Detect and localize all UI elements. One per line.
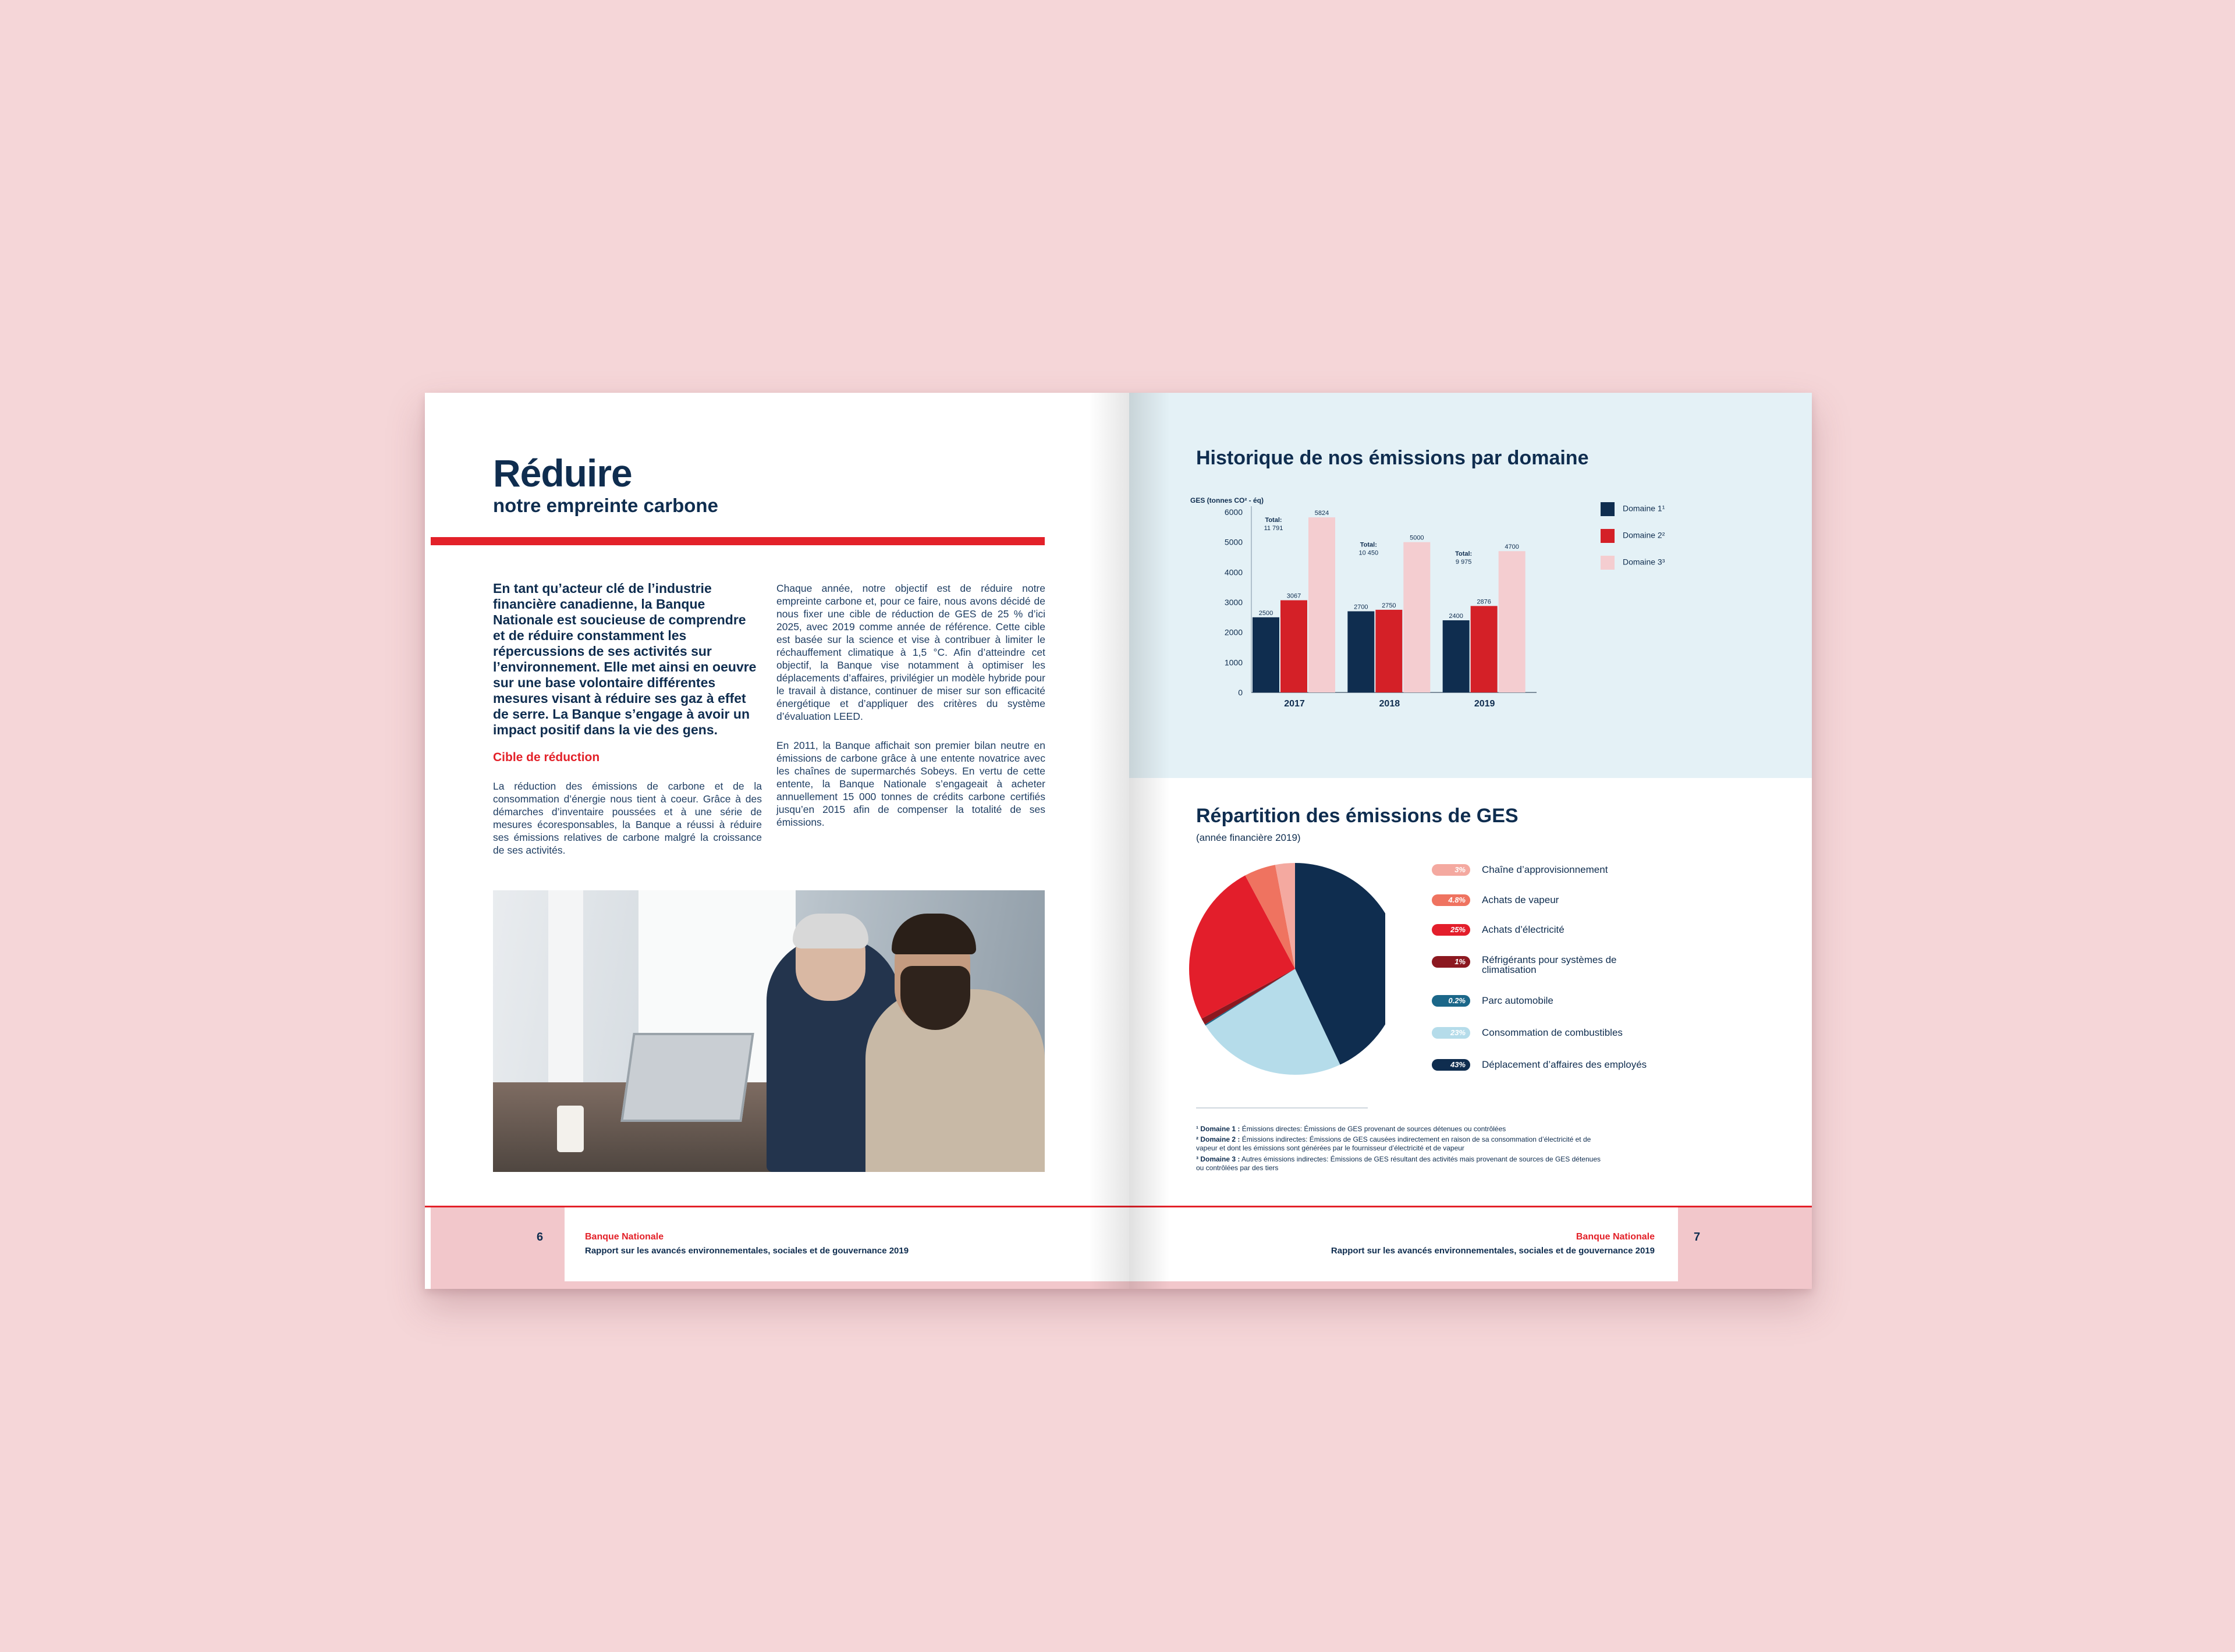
footnote-text: Émissions indirectes: Émissions de GES causées indirectement en raison de sa consommation d’électricité et de vapeur et dont les émissions sont générées par le fournisseur d’électricité et de vapeur xyxy=(1196,1135,1591,1152)
pie-legend-item xyxy=(1432,894,1559,911)
pie-legend-item xyxy=(1432,924,1564,940)
pie-legend-item xyxy=(1432,995,1553,1011)
bar-value-label: 2400 xyxy=(1449,613,1463,620)
pie-legend-label: Achats de vapeur xyxy=(1482,894,1559,905)
pie-percent-badge: 25% xyxy=(1432,924,1470,936)
bar-value-label: 5824 xyxy=(1314,510,1329,517)
intro-paragraph: En tant qu’acteur clé de l’industrie financière canadienne, la Banque Nationale est soucieuse de comprendre et de réduire constamment les répercussions de ses activités sur l’environnement. Elle met ainsi en oeuvre sur une base volontaire différentes mesures visant à réduire ses gaz à effet de serre. La Banque s’engage à avoir un impact positif dans la vie des gens. xyxy=(493,581,757,737)
page-number: 6 xyxy=(537,1231,544,1244)
bar-2019-3 xyxy=(1499,551,1526,692)
pie-legend-label: Réfrigérants pour systèmes de climatisation xyxy=(1482,954,1617,975)
gutter-shadow xyxy=(1088,393,1129,1289)
footer-edge xyxy=(431,1281,1129,1289)
bar-value-label: 2500 xyxy=(1258,609,1273,617)
footnote-2 xyxy=(1196,1135,1603,1153)
total-value: 9 975 xyxy=(1455,559,1472,566)
pie-percent-badge: 23% xyxy=(1432,1027,1470,1039)
footnote-rule xyxy=(1196,1107,1368,1109)
pie-chart xyxy=(1187,858,1385,1079)
bar-chart xyxy=(1187,495,1595,774)
legend-domaine-3 xyxy=(1601,556,1665,570)
pie-legend-item xyxy=(1432,1059,1647,1075)
bar-chart-title: Historique de nos émissions par domaine xyxy=(1196,447,1589,469)
page-number: 7 xyxy=(1694,1231,1701,1244)
page-title: Réduire xyxy=(493,452,632,495)
pie-percent-badge: 3% xyxy=(1432,864,1470,876)
legend-domaine-2 xyxy=(1601,529,1665,543)
bar-2018-3 xyxy=(1403,542,1430,692)
pie-legend-label: Achats d’électricité xyxy=(1482,924,1564,935)
bar-value-label: 2876 xyxy=(1477,598,1491,606)
footer-brand: Banque Nationale xyxy=(585,1232,664,1242)
pie-legend-item xyxy=(1432,864,1608,880)
section-heading: Cible de réduction xyxy=(493,751,600,764)
pie-legend-item xyxy=(1432,954,1617,975)
column2-body-1: Chaque année, notre objectif est de réduire notre empreinte carbone et, pour ce faire, nous avons décidé de nous fixer une cible de réduction de GES de 25 % d’ici 2025, avec 2019 comme année de référence. Cette cible est basée sur la science et vise à contribuer à limiter le réchauffement climatique à 1,5 °C. Afin d’atteindre cet objectif, la Banque vise notamment à optimiser les déplacements d’affaires, privilégier un modèle hybride pour le travail à distance, continuer de miser sur son efficacité énergétique et d’appliquer des critères du système d’évaluation LEED. xyxy=(776,582,1045,722)
bar-2017-1 xyxy=(1253,617,1279,692)
footer-edge xyxy=(1129,1281,1812,1289)
total-label: Total: xyxy=(1455,550,1473,558)
pie-legend-label: Consommation de combustibles xyxy=(1482,1027,1623,1038)
x-tick-label: 2017 xyxy=(1284,699,1305,709)
footer-band xyxy=(1678,1207,1812,1281)
pie-chart-title: Répartition des émissions de GES xyxy=(1196,805,1519,827)
footnote-label: ¹ Domaine 1 : xyxy=(1196,1125,1240,1133)
total-label: Total: xyxy=(1265,517,1282,524)
total-value: 10 450 xyxy=(1358,549,1379,557)
legend-swatch xyxy=(1601,529,1615,543)
footer-brand: Banque Nationale xyxy=(1576,1232,1655,1242)
pie-legend-label: Chaîne d’approvisionnement xyxy=(1482,864,1608,875)
column2-body-2: En 2011, la Banque affichait son premier bilan neutre en émissions de carbone grâce à une entente novatrice avec les chaînes de supermarchés Sobeys. En vertu de cette entente, la Banque Nationale s’engageait à acheter annuellement 15 000 tonnes de crédits carbone certifiés jusqu’en 2015 afin de compenser la totalité de ses émissions. xyxy=(776,740,1045,828)
x-tick-label: 2018 xyxy=(1379,699,1400,709)
y-tick-label: 5000 xyxy=(1224,537,1243,547)
pie-percent-badge: 43% xyxy=(1432,1059,1470,1071)
bar-value-label: 5000 xyxy=(1410,534,1424,542)
pie-percent-badge: 4.8% xyxy=(1432,894,1470,906)
footer-report-title: Rapport sur les avancés environnementales, sociales et de gouvernance 2019 xyxy=(585,1246,909,1256)
legend-swatch xyxy=(1601,556,1615,570)
y-tick-label: 0 xyxy=(1238,688,1243,697)
report-spread xyxy=(425,393,1812,1289)
footnote-text: Émissions directes: Émissions de GES provenant de sources détenues ou contrôlées xyxy=(1241,1125,1506,1133)
bar-2017-2 xyxy=(1280,601,1307,692)
y-tick-label: 1000 xyxy=(1224,658,1243,667)
footer-report-title: Rapport sur les avancés environnementales, sociales et de gouvernance 2019 xyxy=(1331,1246,1655,1256)
legend-domaine-1 xyxy=(1601,502,1665,516)
legend-label: Domaine 1¹ xyxy=(1623,503,1665,513)
footnote-text: Autres émissions indirectes: Émissions de GES résultant des activités mais provenant de sources de GES détenues ou contrôlées par des tiers xyxy=(1196,1155,1601,1172)
bar-2019-2 xyxy=(1471,606,1498,692)
office-photo xyxy=(493,890,1045,1172)
total-value: 11 791 xyxy=(1264,525,1283,532)
page-subtitle: notre empreinte carbone xyxy=(493,495,718,516)
legend-label: Domaine 2² xyxy=(1623,530,1665,540)
x-tick-label: 2019 xyxy=(1474,699,1495,709)
pie-percent-badge: 0.2% xyxy=(1432,995,1470,1007)
legend-label: Domaine 3³ xyxy=(1623,557,1665,567)
pie-legend-item xyxy=(1432,1027,1623,1043)
footnote-label: ³ Domaine 3 : xyxy=(1196,1155,1240,1163)
bar-value-label: 4700 xyxy=(1505,543,1519,551)
right-page xyxy=(1129,393,1812,1289)
pie-legend-label: Parc automobile xyxy=(1482,995,1553,1006)
bar-2017-3 xyxy=(1308,517,1335,692)
bar-value-label: 3067 xyxy=(1286,592,1301,600)
y-tick-label: 6000 xyxy=(1224,507,1243,517)
red-divider xyxy=(431,537,1045,545)
footnote-label: ² Domaine 2 : xyxy=(1196,1135,1240,1143)
bar-2018-2 xyxy=(1375,610,1402,692)
left-page xyxy=(425,393,1129,1289)
pie-chart-subtitle: (année financière 2019) xyxy=(1196,832,1301,843)
pie-percent-badge: 1% xyxy=(1432,956,1470,968)
y-tick-label: 2000 xyxy=(1224,627,1243,637)
y-tick-label: 3000 xyxy=(1224,598,1243,607)
bar-value-label: 2750 xyxy=(1382,602,1396,609)
footnote-1 xyxy=(1196,1125,1603,1134)
y-tick-label: 4000 xyxy=(1224,567,1243,577)
bar-value-label: 2700 xyxy=(1354,603,1368,611)
footer-band xyxy=(431,1207,565,1281)
column1-body: La réduction des émissions de carbone et de la consommation d’énergie nous tient à coeur. Grâce à des démarches d’inventaire poussées et à une série de mesures écoresponsables, la Banque a réussi à réduire ses émissions relatives de carbone malgré la croissance de ses activités. xyxy=(493,780,762,856)
y-axis-label: GES (tonnes CO² - éq) xyxy=(1190,496,1264,505)
bar-2018-1 xyxy=(1347,612,1374,693)
footnote-3 xyxy=(1196,1155,1603,1173)
pie-legend-label: Déplacement d’affaires des employés xyxy=(1482,1059,1647,1070)
bar-2019-1 xyxy=(1443,620,1470,692)
legend-swatch xyxy=(1601,502,1615,516)
total-label: Total: xyxy=(1360,541,1377,549)
